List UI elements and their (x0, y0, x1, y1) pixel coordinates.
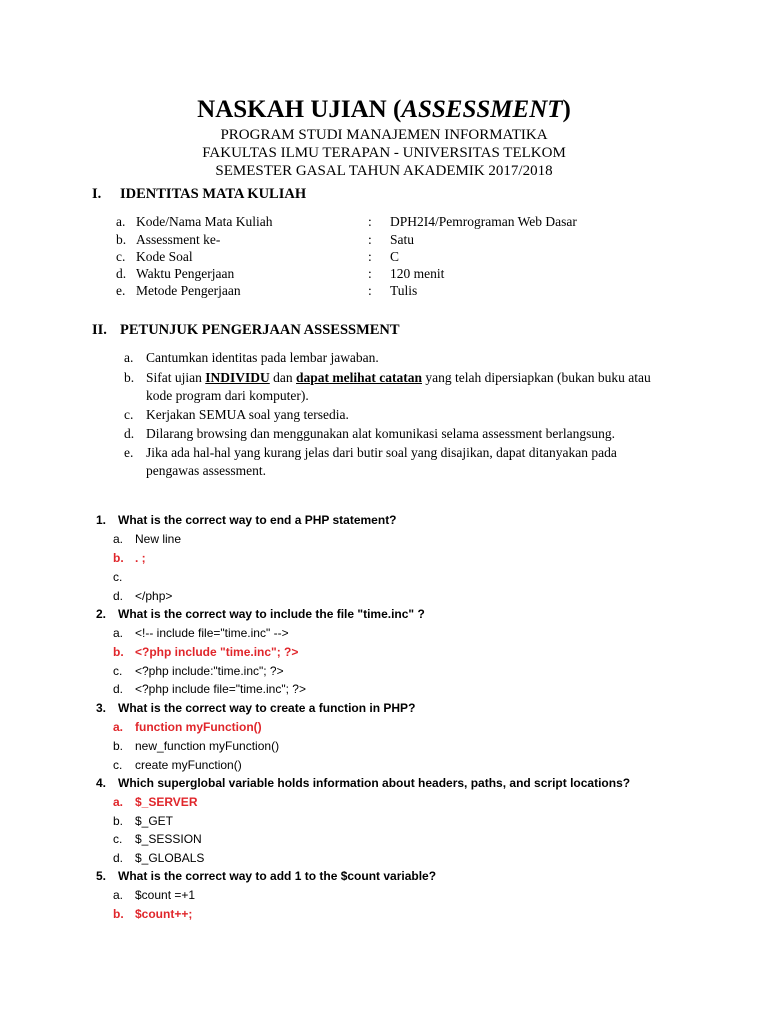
row-value: Satu (390, 232, 415, 247)
option-letter: b. (113, 551, 124, 565)
faculty-line: FAKULTAS ILMU TERAPAN - UNIVERSITAS TELKOM (202, 145, 566, 161)
question-text: Which superglobal variable holds information about headers, paths, and script locations? (118, 776, 631, 790)
option-text: $_GLOBALS (135, 851, 205, 865)
row-colon: : (368, 283, 372, 298)
document-header (0, 94, 768, 180)
instruction-text-part: yang telah dipersiapkan (bukan buku atau kode program dari komputer). (146, 370, 651, 403)
instruction-text (146, 369, 664, 405)
instruction-item (124, 406, 664, 424)
row-letter: e. (116, 283, 126, 298)
instruction-text: Dilarang browsing dan menggunakan alat komunikasi selama assessment berlangsung. (146, 426, 616, 441)
option-text: $_GET (135, 814, 174, 828)
option-letter: c. (113, 664, 123, 678)
option-text: . ; (135, 551, 146, 565)
option-letter: d. (113, 851, 124, 865)
option-4a-correct (113, 793, 673, 812)
row-value: Tulis (390, 283, 418, 298)
identity-row (116, 248, 636, 266)
option-3b (113, 737, 673, 756)
question-text: What is the correct way to create a function in PHP? (118, 701, 416, 715)
program-line: PROGRAM STUDI MANAJEMEN INFORMATIKA (220, 127, 548, 143)
option-5a (113, 886, 673, 905)
instruction-letter: d. (124, 426, 135, 441)
row-colon: : (368, 266, 372, 281)
instruction-text: Cantumkan identitas pada lembar jawaban. (146, 350, 379, 365)
section-title: IDENTITAS MATA KULIAH (120, 186, 307, 202)
question-number: 4. (96, 776, 107, 790)
question-text: What is the correct way to include the file "time.inc" ? (118, 607, 425, 621)
row-value: C (390, 249, 400, 264)
identity-row (116, 282, 636, 300)
option-letter: a. (113, 795, 124, 809)
identity-row (116, 231, 636, 249)
row-value: DPH2I4/Pemrograman Web Dasar (390, 214, 577, 229)
option-letter: c. (113, 570, 123, 584)
option-text: function myFunction() (135, 720, 262, 734)
option-letter: a. (113, 888, 124, 902)
instruction-letter: e. (124, 445, 134, 460)
option-letter: d. (113, 589, 124, 603)
option-2c (113, 662, 673, 681)
option-1b-correct (113, 549, 673, 568)
row-letter: b. (116, 232, 127, 247)
option-text: <!-- include file="time.inc" --> (135, 626, 289, 640)
section-title: PETUNJUK PENGERJAAN ASSESSMENT (120, 322, 400, 338)
option-4c (113, 830, 673, 849)
option-text: <?php include "time.inc"; ?> (135, 645, 299, 659)
option-text: $count++; (135, 907, 193, 921)
row-letter: a. (116, 214, 126, 229)
option-2d (113, 680, 673, 699)
title-italic: ASSESSMENT (401, 96, 563, 123)
instruction-text-part: dan (269, 370, 297, 385)
question-1 (96, 511, 696, 530)
instruction-item (124, 349, 664, 367)
instruction-item (124, 369, 664, 405)
option-text: New line (135, 532, 182, 546)
row-label: Kode Soal (136, 249, 193, 264)
question-number: 1. (96, 513, 107, 527)
instruction-letter: a. (124, 350, 134, 365)
option-text: $_SERVER (135, 795, 198, 809)
section-identitas-heading (92, 186, 306, 203)
identity-row (116, 265, 636, 283)
option-3a-correct (113, 718, 673, 737)
option-letter: b. (113, 814, 124, 828)
option-text: <?php include file="time.inc"; ?> (135, 682, 306, 696)
option-text: $_SESSION (135, 832, 202, 846)
option-letter: a. (113, 532, 124, 546)
row-value: 120 menit (390, 266, 445, 281)
option-text: $count =+1 (135, 888, 196, 902)
option-1c (113, 568, 673, 587)
row-label: Metode Pengerjaan (136, 283, 241, 298)
question-text: What is the correct way to end a PHP statement? (118, 513, 397, 527)
section-number: II. (92, 322, 107, 338)
option-letter: b. (113, 739, 124, 753)
option-5b-correct (113, 905, 673, 924)
option-text: create myFunction() (135, 758, 242, 772)
section-number: I. (92, 186, 102, 202)
instruction-text: Kerjakan SEMUA soal yang tersedia. (146, 407, 349, 422)
option-letter: a. (113, 626, 124, 640)
option-4b (113, 812, 673, 831)
instruction-item (124, 444, 664, 480)
option-2b-correct (113, 643, 673, 662)
row-colon: : (368, 214, 372, 229)
option-text: </php> (135, 589, 173, 603)
instruction-letter: c. (124, 407, 134, 422)
option-letter: a. (113, 720, 124, 734)
option-letter: b. (113, 645, 124, 659)
question-4 (96, 774, 696, 793)
semester-line: SEMESTER GASAL TAHUN AKADEMIK 2017/2018 (215, 163, 553, 179)
option-text: new_function myFunction() (135, 739, 280, 753)
option-text: <?php include:"time.inc"; ?> (135, 664, 284, 678)
question-number: 5. (96, 869, 107, 883)
question-5 (96, 867, 696, 886)
document-title (0, 94, 768, 126)
question-number: 3. (96, 701, 107, 715)
option-4d (113, 849, 673, 868)
option-letter: d. (113, 682, 124, 696)
instruction-text: Jika ada hal-hal yang kurang jelas dari butir soal yang disajikan, dapat ditanyakan pada pengawas assessment. (146, 445, 617, 478)
option-3c (113, 756, 673, 775)
title-suffix: ) (562, 96, 571, 123)
row-colon: : (368, 249, 372, 264)
instruction-letter: b. (124, 370, 135, 385)
option-2a (113, 624, 673, 643)
option-1a (113, 530, 673, 549)
option-letter: c. (113, 758, 123, 772)
instruction-text-part: Sifat ujian (146, 370, 206, 385)
question-text: What is the correct way to add 1 to the $count variable? (118, 869, 437, 883)
row-letter: c. (116, 249, 126, 264)
option-letter: b. (113, 907, 124, 921)
question-3 (96, 699, 696, 718)
individu-emphasis: INDIVIDU (205, 370, 270, 385)
option-1d (113, 587, 673, 606)
instruction-item (124, 425, 664, 443)
notes-emphasis: dapat melihat catatan (296, 370, 423, 385)
question-2 (96, 605, 696, 624)
question-number: 2. (96, 607, 107, 621)
section-petunjuk-heading (92, 322, 400, 339)
row-letter: d. (116, 266, 127, 281)
row-label: Kode/Nama Mata Kuliah (136, 214, 273, 229)
identity-row (116, 213, 636, 231)
row-colon: : (368, 232, 372, 247)
row-label: Waktu Pengerjaan (136, 266, 235, 281)
title-prefix: NASKAH UJIAN ( (197, 96, 402, 123)
row-label: Assessment ke- (136, 232, 221, 247)
option-letter: c. (113, 832, 123, 846)
